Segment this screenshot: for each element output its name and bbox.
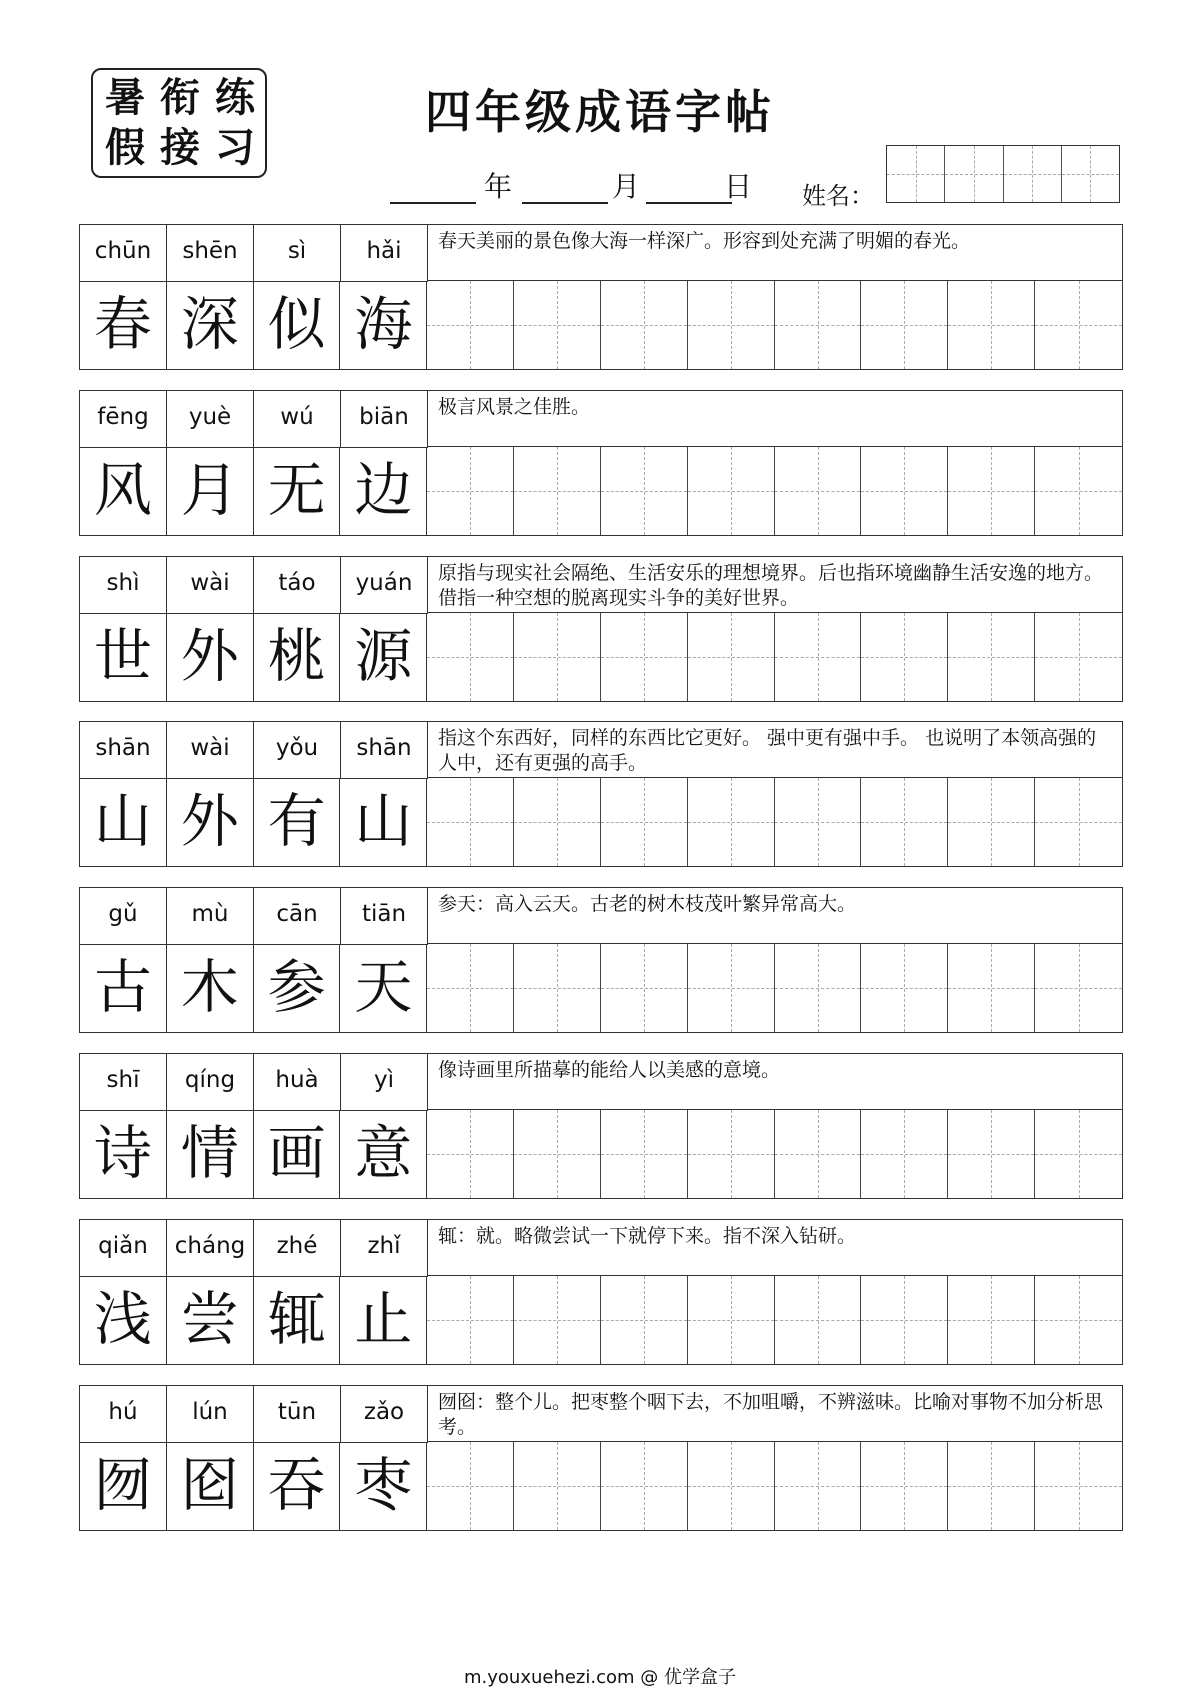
practice-cell[interactable] — [861, 1110, 948, 1198]
idiom-character: 世 — [80, 613, 167, 701]
idiom-character: 似 — [254, 281, 341, 369]
idiom-character: 山 — [340, 778, 427, 866]
practice-cell[interactable] — [775, 613, 862, 701]
idiom-meaning: 极言风景之佳胜。 — [428, 391, 1122, 447]
practice-cell[interactable] — [688, 1110, 775, 1198]
practice-cell[interactable] — [514, 944, 601, 1032]
pinyin-cell: yǒu — [254, 722, 341, 778]
character-row — [80, 1442, 1122, 1530]
idiom-section — [79, 1219, 1123, 1365]
idiom-character: 海 — [340, 281, 427, 369]
practice-cell[interactable] — [861, 944, 948, 1032]
year-label: 年 — [484, 170, 513, 203]
idiom-meaning: 辄：就。略微尝试一下就停下来。指不深入钻研。 — [428, 1220, 1122, 1276]
practice-cell[interactable] — [861, 1276, 948, 1364]
pinyin-cell: wú — [254, 391, 341, 447]
practice-cell[interactable] — [427, 281, 514, 369]
practice-cell[interactable] — [948, 281, 1035, 369]
idiom-section — [79, 1053, 1123, 1199]
practice-cell[interactable] — [861, 778, 948, 866]
pinyin-cell: zhǐ — [341, 1220, 428, 1276]
idiom-character: 吞 — [254, 1442, 341, 1530]
idiom-character: 画 — [254, 1110, 341, 1198]
practice-cell[interactable] — [1035, 1442, 1122, 1530]
character-row — [80, 778, 1122, 866]
year-blank[interactable] — [390, 202, 476, 204]
practice-cell[interactable] — [601, 281, 688, 369]
practice-cell[interactable] — [948, 447, 1035, 535]
name-cell[interactable] — [1062, 146, 1119, 202]
practice-cell[interactable] — [601, 613, 688, 701]
badge-char: 练 — [215, 74, 255, 121]
character-row — [80, 613, 1122, 701]
practice-cell[interactable] — [1035, 778, 1122, 866]
idiom-character: 尝 — [167, 1276, 254, 1364]
practice-cell[interactable] — [1035, 281, 1122, 369]
character-row — [80, 1110, 1122, 1198]
pinyin-cell: hú — [80, 1386, 167, 1442]
practice-cell[interactable] — [688, 1276, 775, 1364]
practice-cell[interactable] — [1035, 447, 1122, 535]
pinyin-cell: wài — [167, 722, 254, 778]
month-blank[interactable] — [522, 202, 608, 204]
pinyin-cell: shēn — [167, 225, 254, 281]
pinyin-cell: yuán — [341, 557, 428, 613]
practice-cell[interactable] — [775, 281, 862, 369]
practice-cell[interactable] — [514, 778, 601, 866]
pinyin-cell: shì — [80, 557, 167, 613]
pinyin-cell: yuè — [167, 391, 254, 447]
pinyin-row — [80, 1054, 428, 1111]
pinyin-row — [80, 225, 428, 282]
idiom-character: 木 — [167, 944, 254, 1032]
pinyin-cell: shān — [80, 722, 167, 778]
pinyin-cell: biān — [341, 391, 428, 447]
idiom-character: 古 — [80, 944, 167, 1032]
idiom-meaning: 春天美丽的景色像大海一样深广。形容到处充满了明媚的春光。 — [428, 225, 1122, 281]
practice-cell[interactable] — [775, 778, 862, 866]
pinyin-row — [80, 1220, 428, 1277]
practice-cell[interactable] — [688, 281, 775, 369]
practice-cell[interactable] — [775, 447, 862, 535]
practice-cell[interactable] — [775, 1276, 862, 1364]
practice-cell[interactable] — [688, 1442, 775, 1530]
pinyin-cell: shān — [341, 722, 428, 778]
badge-char: 习 — [215, 124, 255, 171]
month-label: 月 — [612, 170, 641, 203]
practice-cell[interactable] — [601, 944, 688, 1032]
badge-char: 衔 — [160, 74, 200, 121]
pinyin-row — [80, 888, 428, 945]
idiom-character: 外 — [167, 778, 254, 866]
practice-cell[interactable] — [861, 281, 948, 369]
idiom-character: 边 — [340, 447, 427, 535]
practice-cell[interactable] — [1035, 1276, 1122, 1364]
idiom-meaning: 原指与现实社会隔绝、生活安乐的理想境界。后也指环境幽静生活安逸的地方。借指一种空想的脱离现实斗争的美好世界。 — [428, 557, 1122, 613]
practice-cell[interactable] — [601, 1442, 688, 1530]
pinyin-row — [80, 1386, 428, 1443]
practice-cell[interactable] — [948, 1110, 1035, 1198]
pinyin-cell: huà — [254, 1054, 341, 1110]
practice-cell[interactable] — [1035, 613, 1122, 701]
pinyin-cell: tūn — [254, 1386, 341, 1442]
badge-char: 接 — [160, 124, 200, 171]
idiom-character: 浅 — [80, 1276, 167, 1364]
practice-cell[interactable] — [775, 1442, 862, 1530]
idiom-meaning: 像诗画里所描摹的能给人以美感的意境。 — [428, 1054, 1122, 1110]
practice-cell[interactable] — [948, 1276, 1035, 1364]
practice-cell[interactable] — [514, 1110, 601, 1198]
pinyin-row — [80, 722, 428, 779]
idiom-character: 月 — [167, 447, 254, 535]
pinyin-cell: cān — [254, 888, 341, 944]
idiom-meaning: 参天：高入云天。古老的树木枝茂叶繁异常高大。 — [428, 888, 1122, 944]
pinyin-cell: gǔ — [80, 888, 167, 944]
idiom-character: 春 — [80, 281, 167, 369]
pinyin-cell: sì — [254, 225, 341, 281]
idiom-character: 囫 — [80, 1442, 167, 1530]
idiom-character: 情 — [167, 1110, 254, 1198]
name-label: 姓名： — [802, 182, 874, 210]
idiom-section — [79, 1385, 1123, 1531]
practice-cell[interactable] — [514, 1442, 601, 1530]
pinyin-cell: shī — [80, 1054, 167, 1110]
idiom-character: 天 — [340, 944, 427, 1032]
idiom-character: 囵 — [167, 1442, 254, 1530]
idiom-character: 风 — [80, 447, 167, 535]
practice-cell[interactable] — [948, 944, 1035, 1032]
name-cell[interactable] — [1004, 146, 1062, 202]
practice-cell[interactable] — [427, 613, 514, 701]
practice-cell[interactable] — [861, 447, 948, 535]
practice-cell[interactable] — [427, 447, 514, 535]
pinyin-row — [80, 557, 428, 614]
idiom-character: 辄 — [254, 1276, 341, 1364]
day-label: 日 — [724, 170, 753, 203]
idiom-section — [79, 887, 1123, 1033]
pinyin-cell: lún — [167, 1386, 254, 1442]
name-cell[interactable] — [945, 146, 1003, 202]
pinyin-cell: qíng — [167, 1054, 254, 1110]
badge-char: 假 — [105, 124, 145, 171]
day-blank[interactable] — [646, 202, 732, 204]
pinyin-cell: zǎo — [341, 1386, 428, 1442]
practice-cell[interactable] — [514, 447, 601, 535]
idiom-character: 深 — [167, 281, 254, 369]
pinyin-cell: cháng — [167, 1220, 254, 1276]
pinyin-cell: mù — [167, 888, 254, 944]
idiom-character: 外 — [167, 613, 254, 701]
character-row — [80, 944, 1122, 1032]
practice-cell[interactable] — [601, 1110, 688, 1198]
pinyin-cell: tiān — [341, 888, 428, 944]
practice-cell[interactable] — [427, 1276, 514, 1364]
character-row — [80, 281, 1122, 369]
pinyin-cell: zhé — [254, 1220, 341, 1276]
idiom-section — [79, 556, 1123, 702]
idiom-character: 意 — [340, 1110, 427, 1198]
idiom-section — [79, 224, 1123, 370]
practice-cell[interactable] — [688, 613, 775, 701]
name-cell[interactable] — [887, 146, 945, 202]
practice-cell[interactable] — [427, 944, 514, 1032]
practice-cell[interactable] — [601, 1276, 688, 1364]
practice-cell[interactable] — [948, 613, 1035, 701]
pinyin-cell: táo — [254, 557, 341, 613]
pinyin-row — [80, 391, 428, 448]
practice-cell[interactable] — [514, 1276, 601, 1364]
pinyin-cell: chūn — [80, 225, 167, 281]
pinyin-cell: qiǎn — [80, 1220, 167, 1276]
practice-cell[interactable] — [948, 1442, 1035, 1530]
pinyin-cell: yì — [341, 1054, 428, 1110]
practice-cell[interactable] — [861, 613, 948, 701]
footer-credit: m.youxuehezi.com @ 优学盒子 — [463, 1667, 736, 1688]
practice-cell[interactable] — [775, 1110, 862, 1198]
practice-cell[interactable] — [514, 281, 601, 369]
practice-cell[interactable] — [1035, 944, 1122, 1032]
page-title: 四年级成语字帖 — [425, 85, 775, 139]
idiom-character: 源 — [340, 613, 427, 701]
character-row — [80, 1276, 1122, 1364]
idiom-section — [79, 721, 1123, 867]
idiom-character: 止 — [340, 1276, 427, 1364]
idiom-character: 桃 — [254, 613, 341, 701]
idiom-character: 有 — [254, 778, 341, 866]
practice-cell[interactable] — [1035, 1110, 1122, 1198]
pinyin-cell: wài — [167, 557, 254, 613]
pinyin-cell: hǎi — [341, 225, 428, 281]
idiom-character: 无 — [254, 447, 341, 535]
name-grid[interactable] — [886, 145, 1120, 203]
idiom-character: 山 — [80, 778, 167, 866]
practice-cell[interactable] — [775, 944, 862, 1032]
practice-cell[interactable] — [861, 1442, 948, 1530]
idiom-character: 诗 — [80, 1110, 167, 1198]
idiom-character: 参 — [254, 944, 341, 1032]
practice-cell[interactable] — [427, 1442, 514, 1530]
idiom-character: 枣 — [340, 1442, 427, 1530]
badge-char: 暑 — [105, 74, 145, 121]
practice-cell[interactable] — [688, 778, 775, 866]
idiom-section — [79, 390, 1123, 536]
pinyin-cell: fēng — [80, 391, 167, 447]
practice-cell[interactable] — [688, 944, 775, 1032]
practice-cell[interactable] — [601, 778, 688, 866]
practice-cell[interactable] — [948, 778, 1035, 866]
idiom-meaning: 指这个东西好，同样的东西比它更好。 强中更有强中手。 也说明了本领高强的人中，还有更强的高手。 — [428, 722, 1122, 778]
summer-practice-badge — [91, 68, 267, 178]
practice-cell[interactable] — [688, 447, 775, 535]
practice-cell[interactable] — [514, 613, 601, 701]
idiom-meaning: 囫囵：整个儿。把枣整个咽下去，不加咀嚼，不辨滋味。比喻对事物不加分析思考。 — [428, 1386, 1122, 1442]
character-row — [80, 447, 1122, 535]
practice-cell[interactable] — [427, 778, 514, 866]
practice-cell[interactable] — [601, 447, 688, 535]
practice-cell[interactable] — [427, 1110, 514, 1198]
